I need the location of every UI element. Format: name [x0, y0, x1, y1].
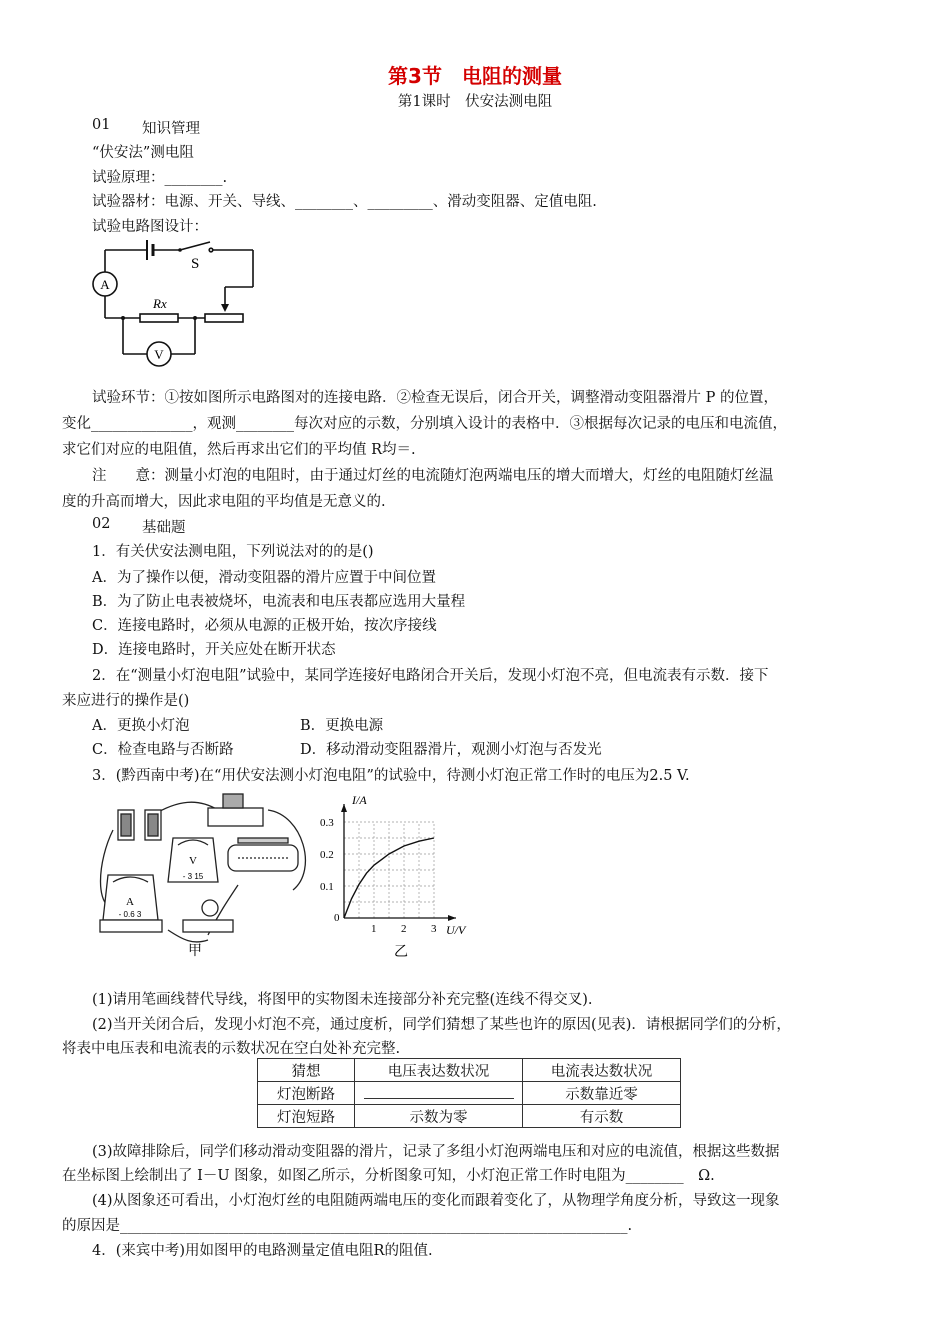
q2-stem-2: 来应进行的操作是()	[62, 693, 190, 709]
table-cell: 灯泡短路	[258, 1105, 355, 1128]
q3-sub4-line1: (4)从图象还可看出，小灯泡灯丝的电阻随两端电压的变化而跟着变化了，从物理学角度分析，导致这一现象	[92, 1193, 780, 1209]
q1-stem: 1．有关伏安法测电阻，下列说法对的的是()	[92, 544, 374, 560]
note-line-2: 度的升高而增大，因此求电阻的平均值是无意义的.	[62, 494, 386, 510]
voltmeter-terminals: - 3 15	[182, 872, 204, 881]
y-tick-label: 0.2	[320, 849, 334, 861]
figure-yi-label: 乙	[394, 944, 408, 960]
q1-option-b: B．为了防止电表被烧坏，电流表和电压表都应选用大量程	[92, 594, 466, 610]
table-cell: 灯泡断路	[258, 1082, 355, 1105]
q4-stem: 4．(来宾中考)用如图甲的电路测量定值电阻R的阻值.	[92, 1243, 433, 1259]
switch-label: S	[191, 256, 200, 272]
steps-line-1: 试验环节：①按如图所示电路图对的连接电路．②检查无误后，闭合开关，调整滑动变阻器滑片 P 的位置，	[92, 390, 778, 406]
chart-origin-label: 0	[334, 912, 340, 924]
equipment-line: 试验器材：电源、开关、导线、________、_________、滑动变阻器、定值电阻.	[92, 194, 597, 210]
q2-option-d: D．移动滑动变阻器滑片，观测小灯泡与否发光	[300, 742, 602, 758]
q3-sub2-line2: 将表中电压表和电流表的示数状况在空白处补充完整.	[62, 1041, 401, 1057]
ammeter-terminals: - 0.6 3	[118, 910, 142, 919]
circuit-diagram	[85, 232, 285, 382]
table-row	[258, 1105, 681, 1128]
x-tick-label: 2	[401, 923, 407, 935]
y-tick-label: 0.1	[320, 881, 334, 893]
guess-table	[257, 1058, 681, 1128]
chart-y-label: I/A	[352, 793, 367, 807]
iu-chart	[316, 790, 476, 965]
q3-sub2-line1: (2)当开关闭合后，发现小灯泡不亮，通过度析，同学们猜想了某些也许的原因(见表)．请根据同学们的分析，	[92, 1017, 791, 1033]
q3-stem: 3．(黔西南中考)在“用伏安法测小灯泡电阻”的试验中，待测小灯泡正常工作时的电压为2.5 V.	[92, 768, 690, 784]
q1-option-c: C．连接电路时，必须从电源的正极开始，按次序接线	[92, 618, 437, 634]
page-title: 第3节 电阻的测量	[388, 64, 562, 88]
table-cell: 示数为零	[355, 1105, 523, 1128]
x-axis-arrow	[448, 915, 456, 921]
circuit-label: 试验电路图设计：	[92, 219, 208, 235]
q3-sub3-line2: 在坐标图上绘制出了 I－U 图象，如图乙所示，分析图象可知，小灯泡正常工作时电阻为________ Ω.	[62, 1168, 715, 1184]
steps-line-3: 求它们对应的电阻值，然后再求出它们的平均值 R均＝.	[62, 442, 416, 458]
section-name-2: 基础题	[142, 520, 186, 536]
table-row	[258, 1082, 681, 1105]
q3-sub3-line1: (3)故障排除后，同学们移动滑动变阻器的滑片，记录了多组小灯泡两端电压和对应的电流值，根据这些数据	[92, 1144, 780, 1160]
table-header: 电流表达数状况	[523, 1059, 681, 1082]
voltmeter-symbol: V	[154, 347, 164, 362]
q3-sub1: (1)请用笔画线替代导线，将图甲的实物图未连接部分补充完整(连线不得交叉).	[92, 992, 593, 1008]
answer-blank[interactable]	[364, 1084, 514, 1099]
table-header: 电压表达数状况	[355, 1059, 523, 1082]
q1-option-a: A．为了操作以便，滑动变阻器的滑片应置于中间位置	[92, 570, 436, 586]
x-tick-label: 3	[431, 923, 437, 935]
q3-sub4-line2: 的原因是______________________________________________________________________.	[62, 1218, 633, 1234]
q1-option-d: D．连接电路时，开关应处在断开状态	[92, 642, 336, 658]
table-blank-cell[interactable]	[355, 1082, 523, 1105]
chart-grid	[344, 822, 434, 918]
steps-line-2: 变化______________，观测________每次对应的示数，分别填入设计的表格中．③根据每次记录的电压和电流值，	[62, 416, 787, 432]
table-cell: 有示数	[523, 1105, 681, 1128]
section-number-1: 01	[92, 117, 111, 133]
y-axis-arrow	[341, 804, 347, 812]
x-tick-label: 1	[371, 923, 377, 935]
voltmeter-label: V	[189, 855, 197, 867]
section-number-2: 02	[92, 516, 111, 532]
note-line-1: 注 意：测量小灯泡的电阻时，由于通过灯丝的电流随灯泡两端电压的增大而增大，灯丝的电阻随灯丝温	[92, 468, 774, 484]
chart-x-label: U/V	[446, 923, 466, 937]
chart-axes	[320, 804, 456, 935]
q2-option-b: B．更换电源	[300, 718, 384, 734]
topic-heading: “伏安法”测电阻	[92, 145, 194, 161]
page-subtitle: 第1课时 伏安法测电阻	[397, 94, 553, 110]
ammeter-label: A	[126, 896, 134, 908]
section-name-1: 知识管理	[142, 121, 200, 137]
principle-line: 试验原理：________.	[92, 170, 228, 186]
q2-option-c: C．检查电路与否断路	[92, 742, 234, 758]
resistor-label: Rx	[153, 296, 167, 311]
figure-jia-label: 甲	[188, 943, 202, 959]
q2-stem-1: 2．在“测量小灯泡电阻”试验中，某同学连接好电路闭合开关后，发现小灯泡不亮，但电流表有示数．接下	[92, 668, 769, 684]
table-header-row	[258, 1059, 681, 1082]
ammeter-symbol: A	[100, 277, 110, 292]
table-header: 猜想	[258, 1059, 355, 1082]
y-tick-label: 0.3	[320, 817, 334, 829]
apparatus-figure	[88, 790, 318, 965]
q2-option-a: A．更换小灯泡	[92, 718, 190, 734]
table-cell: 示数靠近零	[523, 1082, 681, 1105]
